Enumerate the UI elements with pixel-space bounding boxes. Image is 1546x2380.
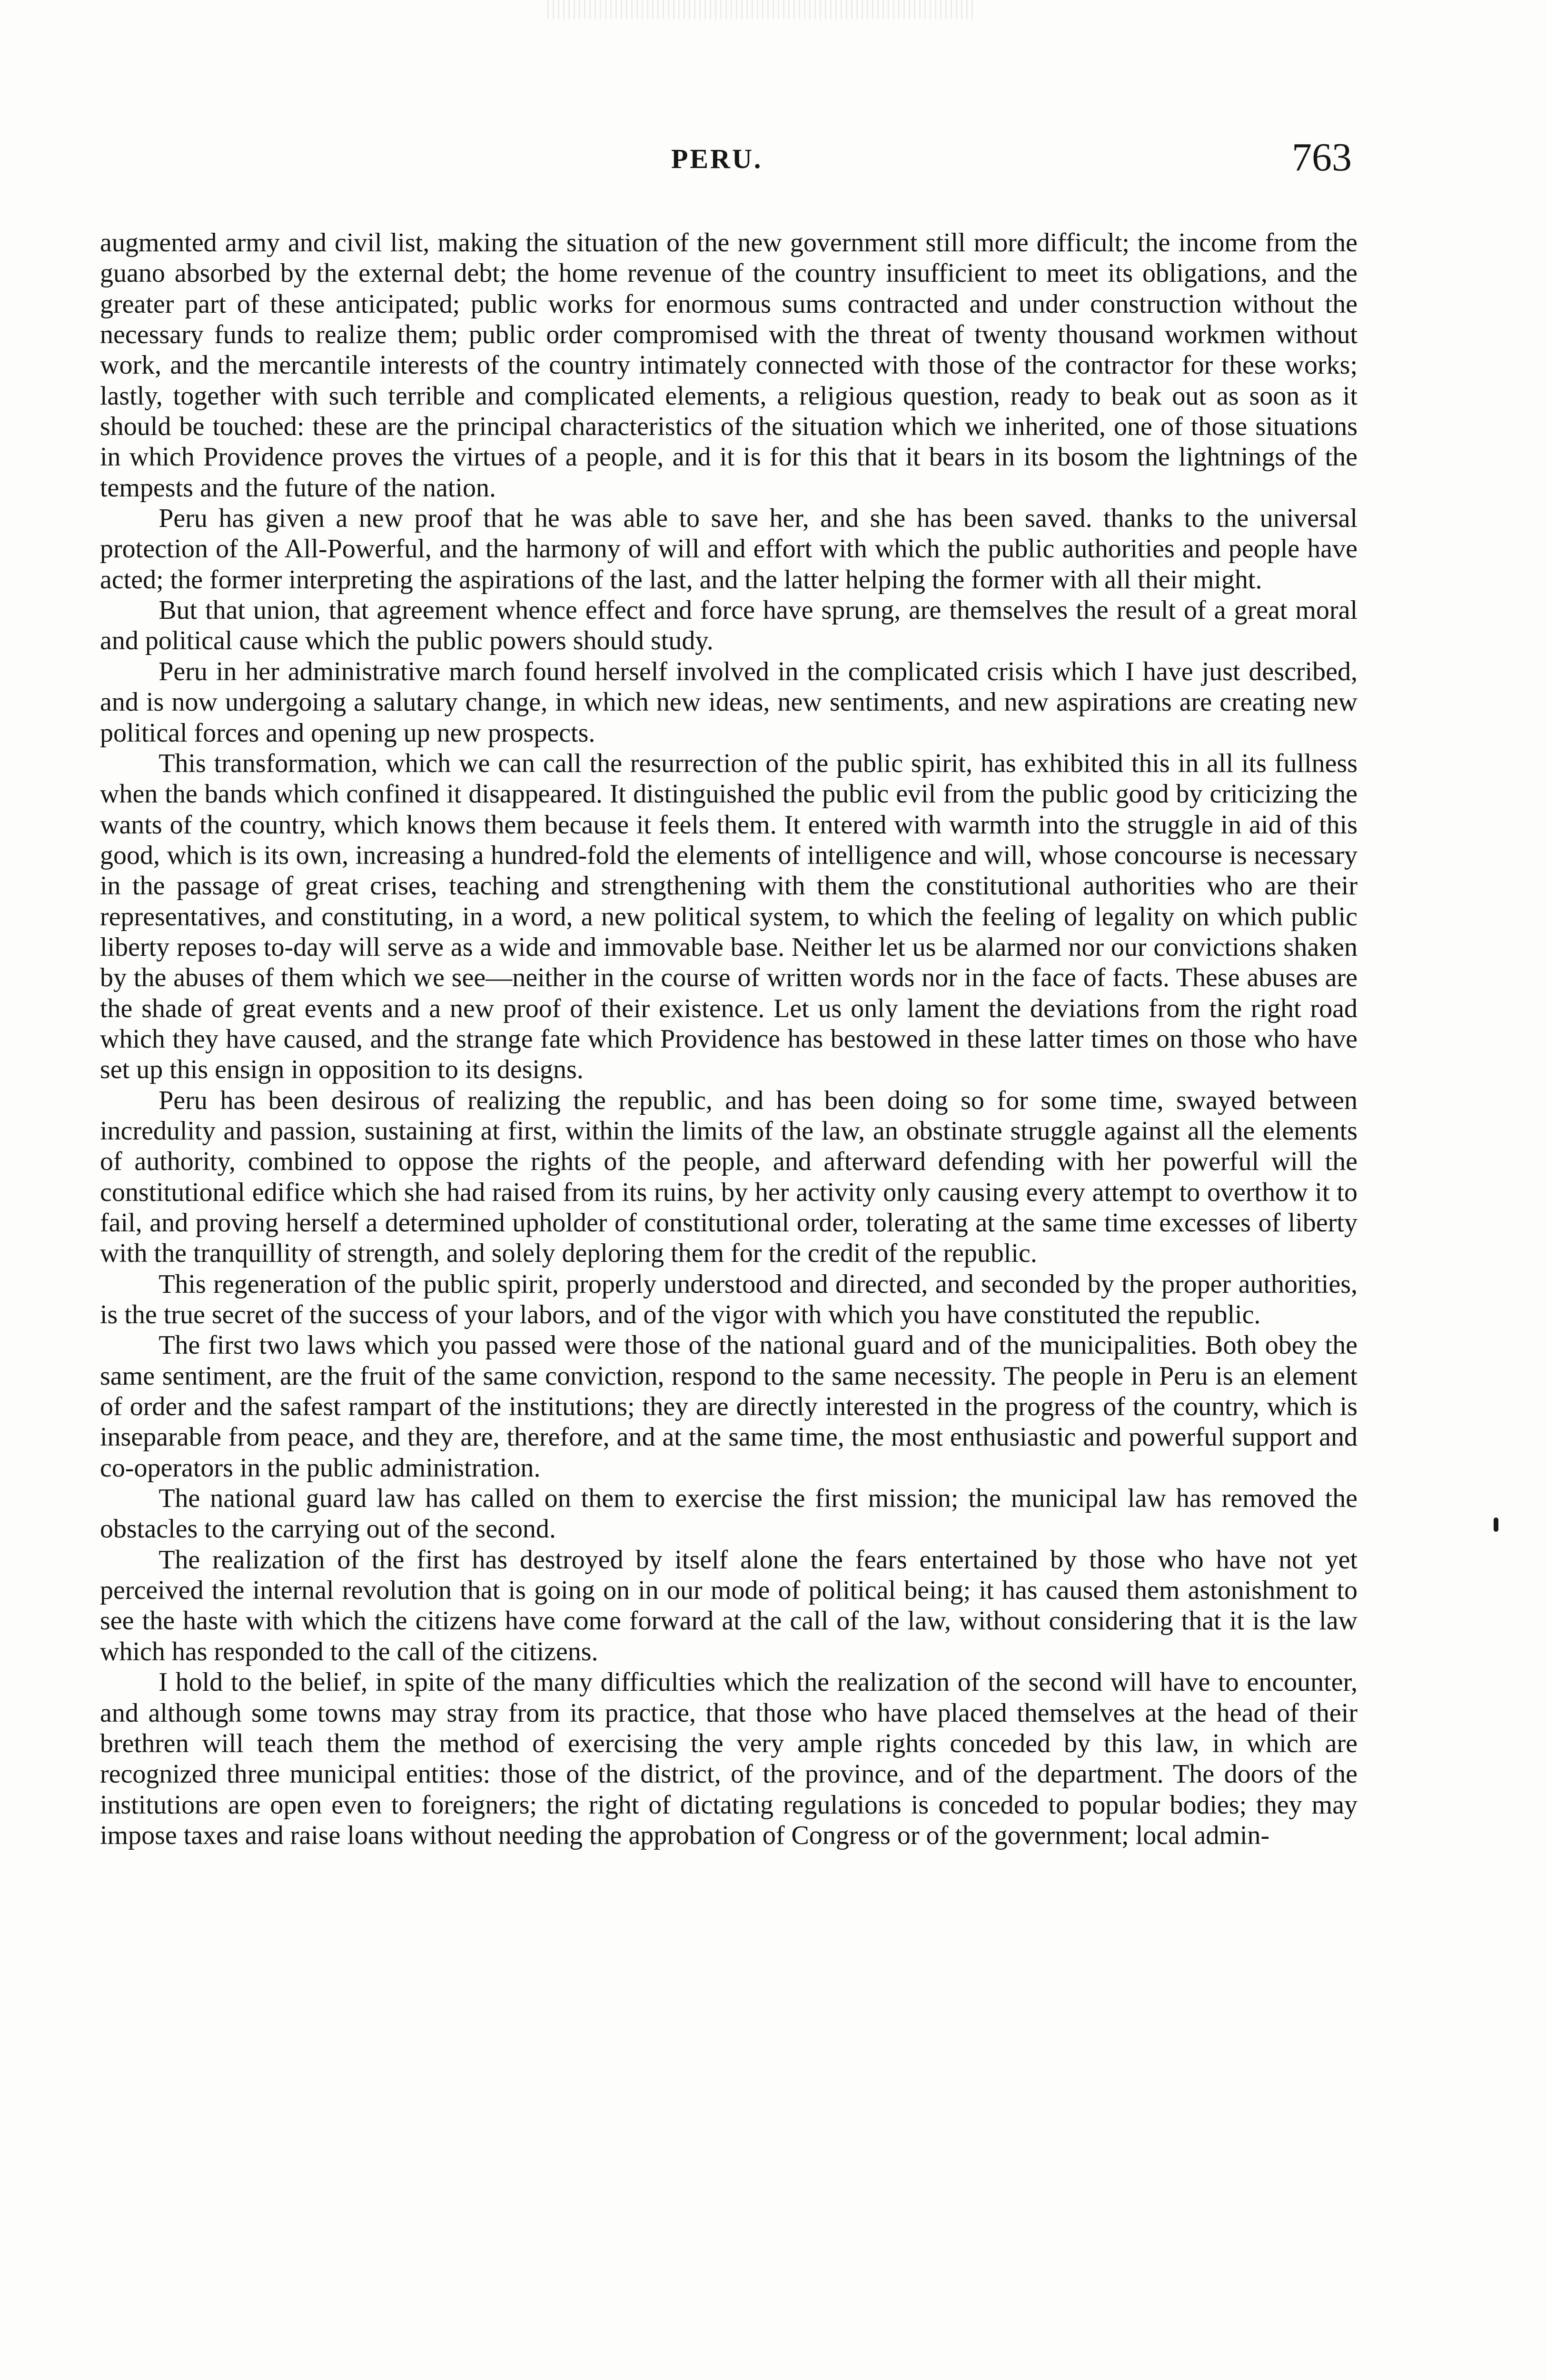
paragraph: This regeneration of the public spirit, properly understood and directed, and seconded by the proper authorities, is the true secret of the success of your labors, and of the vigor with which you have constituted the republic. (100, 1269, 1358, 1330)
print-speckle (547, 0, 976, 19)
paragraph: Peru has given a new proof that he was able to save her, and she has been saved. thanks to the universal protection of the All-Powerful, and the harmony of will and effort with which the public authorities and people have acted; the former interpreting the aspirations of the last, and the latter helping the former with all their might. (100, 504, 1358, 595)
page-header (100, 134, 1352, 187)
body-text (100, 228, 1358, 1851)
paragraph: I hold to the belief, in spite of the many difficulties which the realization of the second will have to encounter, and although some towns may stray from its practice, that those who have placed themselves at the head of their brethren will teach them the method of exercising the very ample rights conceded by this law, in which are recognized three municipal entities: those of the district, of the province, and of the department. The doors of the institutions are open even to foreigners; the right of dictating regulations is conceded to popular bodies; they may impose taxes and raise loans without needing the approbation of Congress or of the government; local admin- (100, 1667, 1358, 1850)
page-number: 763 (1292, 135, 1352, 179)
margin-mark (1494, 1517, 1498, 1532)
paragraph: This transformation, which we can call the resurrection of the public spirit, has exhibited this in all its fullness when the bands which confined it disappeared. It distinguished the public evil from the public good by criticizing the wants of the country, which knows them because it feels them. It entered with warmth into the struggle in aid of this good, which is its own, increasing a hundred-fold the elements of intelligence and will, whose concourse is necessary in the passage of great crises, teaching and strengthening with them the constitutional authorities who are their representatives, and constituting, in a word, a new political system, to which the feeling of legality on which public liberty reposes to-day will serve as a wide and immovable base. Neither let us be alarmed nor our convictions shaken by the abuses of them which we see—neither in the course of written words nor in the face of facts. These abuses are the shade of great events and a new proof of their existence. Let us only lament the deviations from the right road which they have caused, and the strange fate which Providence has bestowed in these latter times on those who have set up this ensign in opposition to its designs. (100, 748, 1358, 1085)
paragraph: The national guard law has called on them to exercise the first mission; the municipal law has removed the obstacles to the carrying out of the second. (100, 1484, 1358, 1544)
paragraph: Peru in her administrative march found herself involved in the complicated crisis which I have just described, and is now undergoing a salutary change, in which new ideas, new sentiments, and new aspirations are creating new political forces and opening up new prospects. (100, 656, 1358, 748)
paragraph: Peru has been desirous of realizing the republic, and has been doing so for some time, swayed between incredulity and passion, sustaining at first, within the limits of the law, an obstinate struggle against all the elements of authority, combined to oppose the rights of the people, and afterward defending with her powerful will the constitutional edifice which she had raised from its ruins, by her activity only causing every attempt to overthow it to fail, and proving herself a determined upholder of constitutional order, tolerating at the same time excesses of liberty with the tranquillity of strength, and solely deploring them for the credit of the republic. (100, 1085, 1358, 1269)
paragraph: augmented army and civil list, making the situation of the new government still more difficult; the income from the guano absorbed by the external debt; the home revenue of the country insufficient to meet its obligations, and the greater part of these anticipated; public works for enormous sums contracted and under construction without the necessary funds to realize them; public order compromised with the threat of twenty thousand workmen without work, and the mercantile interests of the country intimately connected with those of the contractor for these works; lastly, together with such terrible and complicated elements, a religious question, ready to beak out as soon as it should be touched: these are the principal characteristics of the situation which we inherited, one of those situations in which Providence proves the virtues of a people, and it is for this that it bears in its bosom the lightnings of the tempests and the future of the nation. (100, 228, 1358, 503)
running-head: PERU. (671, 143, 763, 174)
paragraph: But that union, that agreement whence effect and force have sprung, are themselves the result of a great moral and political cause which the public powers should study. (100, 595, 1358, 656)
paragraph: The first two laws which you passed were those of the national guard and of the municipalities. Both obey the same sentiment, are the fruit of the same conviction, respond to the same necessity. The people in Peru is an element of order and the safest rampart of the institutions; they are directly interested in the progress of the country, which is inseparable from peace, and they are, therefore, and at the same time, the most enthusiastic and powerful support and co-operators in the public administration. (100, 1330, 1358, 1483)
paragraph: The realization of the first has destroyed by itself alone the fears entertained by those who have not yet perceived the internal revolution that is going on in our mode of political being; it has caused them astonishment to see the haste with which the citizens have come forward at the call of the law, without considering that it is the law which has responded to the call of the citizens. (100, 1545, 1358, 1666)
